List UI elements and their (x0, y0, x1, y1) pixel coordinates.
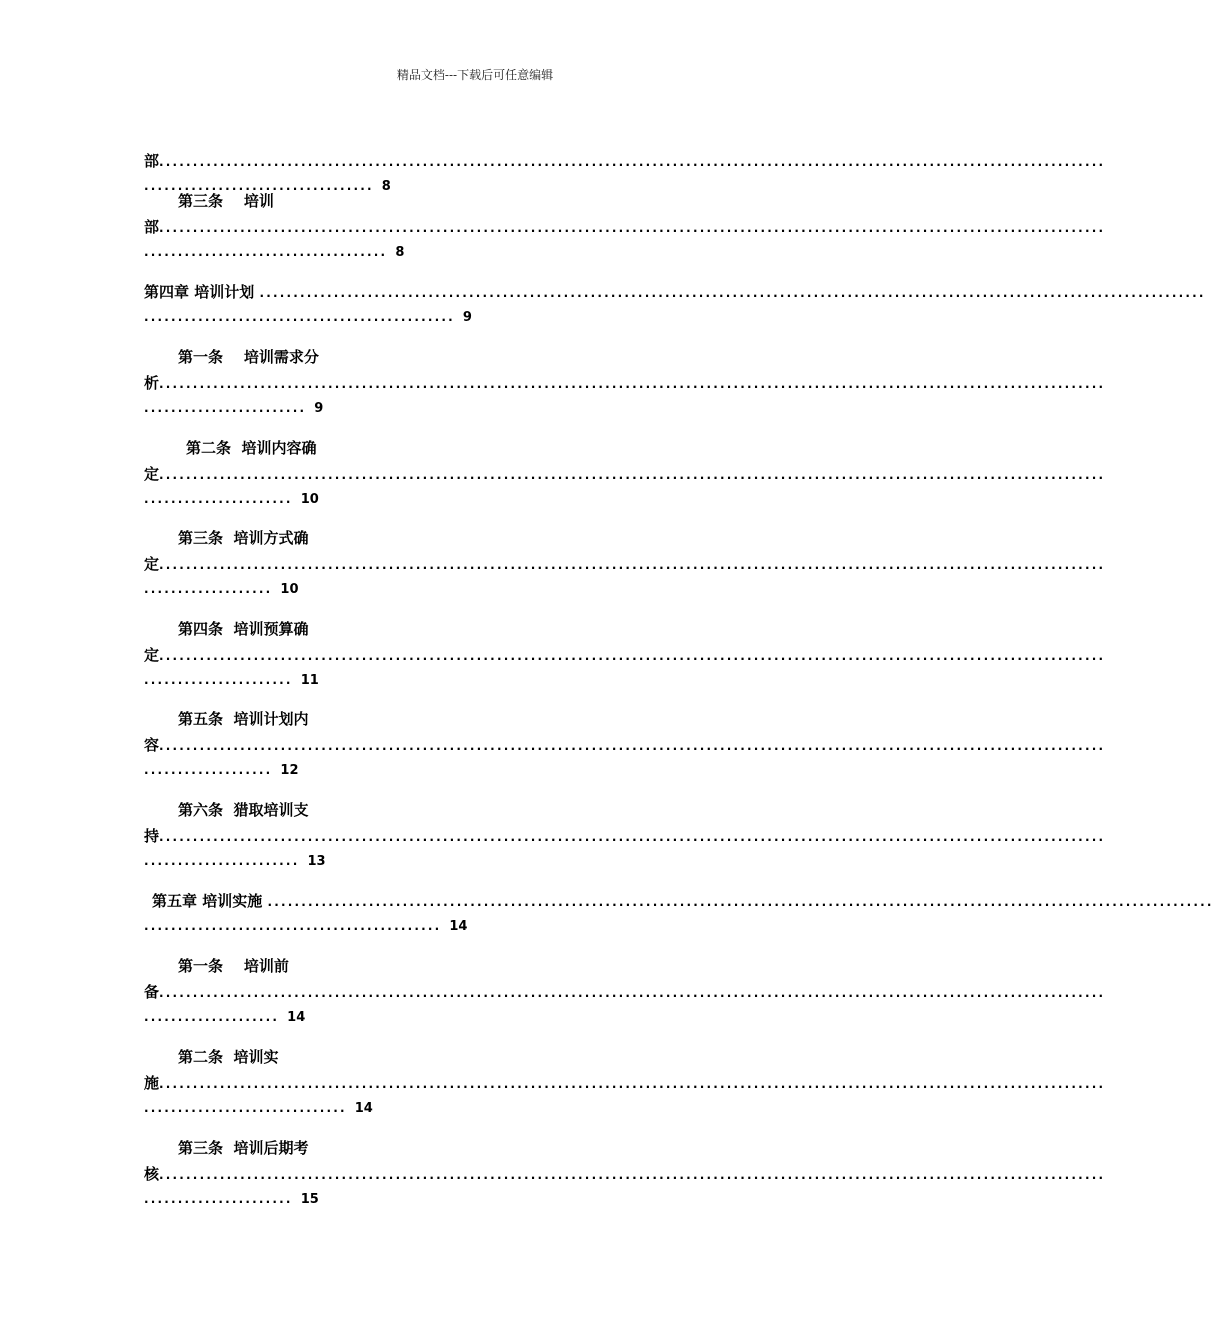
toc-entry-title: 第三条 培训方式确 (178, 529, 309, 547)
dot-leader: .............................. (144, 1101, 347, 1115)
toc-entry-page-line (144, 243, 404, 261)
dot-leader: ....................... (144, 854, 300, 868)
toc-entry-page-line (144, 1008, 305, 1026)
toc-entry-leader-line (152, 892, 1214, 910)
toc-entry-leader-line (144, 283, 1206, 301)
toc-entry-title-continuation: 定 (144, 465, 160, 483)
toc-page-number: 9 (314, 401, 324, 416)
dot-leader: ............................................................................................................................................ (159, 377, 1106, 391)
toc-entry-page-line (144, 490, 319, 508)
toc-entry-title: 第三条 培训 (178, 192, 274, 210)
toc-entry-page-line (144, 761, 299, 779)
toc-entry-page-line (144, 671, 319, 689)
dot-leader: ................... (144, 763, 273, 777)
toc-entry-page-line (144, 580, 299, 598)
dot-leader: ............................................................................................................................................ (159, 739, 1106, 753)
toc-entry-title: 第六条 猎取培训支 (178, 801, 309, 819)
dot-leader: ............................................................................................................................................ (159, 1168, 1106, 1182)
dot-leader: ............................................................................................................................................ (159, 649, 1106, 663)
dot-leader: ...................... (144, 1192, 293, 1206)
toc-entry-leader-line (144, 152, 1106, 170)
toc-page-number: 8 (395, 245, 405, 260)
dot-leader: ............................................................................................................................................ (267, 895, 1214, 909)
toc-entry-leader-line (144, 646, 1106, 664)
dot-leader: ............................................................................................................................................ (159, 986, 1106, 1000)
toc-entry-page-line (144, 852, 326, 870)
toc-entry-page-line (144, 917, 467, 935)
dot-leader: .................................... (144, 245, 388, 259)
toc-entry-page-line (144, 399, 323, 417)
toc-entry-title: 第二条 培训实 (178, 1048, 279, 1066)
toc-entry-page-line (144, 308, 472, 326)
toc-page-number: 10 (280, 582, 299, 597)
dot-leader: ............................................................................................................................................ (159, 468, 1106, 482)
toc-page-number: 14 (287, 1010, 306, 1025)
dot-leader: ............................................................................................................................................ (159, 155, 1106, 169)
toc-entry-title: 第三条 培训后期考 (178, 1139, 309, 1157)
toc-page-number: 15 (300, 1192, 319, 1207)
toc-entry-title-continuation: 析 (144, 374, 160, 392)
toc-page-number: 9 (462, 310, 472, 325)
toc-entry-page-line (144, 1190, 319, 1208)
toc-page-number: 10 (300, 492, 319, 507)
toc-entry-title: 第二条 培训内容确 (186, 439, 317, 457)
toc-entry-leader-line (144, 983, 1106, 1001)
dot-leader: ...................... (144, 492, 293, 506)
toc-entry-title: 第四条 培训预算确 (178, 620, 309, 638)
toc-chapter-title: 第四章 培训计划 (144, 283, 260, 301)
toc-entry-leader-line (144, 736, 1106, 754)
toc-entry-leader-line (144, 555, 1106, 573)
toc-entry-title-continuation: 持 (144, 827, 160, 845)
dot-leader: .............................................. (144, 310, 455, 324)
dot-leader: ............................................................................................................................................ (159, 221, 1106, 235)
toc-entry-leader-line (144, 218, 1106, 236)
dot-leader: .................... (144, 1010, 280, 1024)
dot-leader: ...................... (144, 673, 293, 687)
toc-entry-title: 第一条 培训前 (178, 957, 289, 975)
toc-entry-title: 第一条 培训需求分 (178, 348, 319, 366)
toc-page-number: 14 (449, 919, 468, 934)
toc-entry-leader-line (144, 1074, 1106, 1092)
dot-leader: ............................................................................................................................................ (259, 286, 1206, 300)
dot-leader: ................... (144, 582, 273, 596)
toc-page-number: 14 (354, 1101, 373, 1116)
toc-page-number: 8 (381, 179, 391, 194)
toc-page-number: 13 (307, 854, 326, 869)
toc-entry-page-line (144, 1099, 373, 1117)
toc-entry-title-continuation: 定 (144, 555, 160, 573)
toc-entry-title-continuation: 核 (144, 1165, 160, 1183)
toc-entry-leader-line (144, 1165, 1106, 1183)
dot-leader: .................................. (144, 179, 374, 193)
dot-leader: ............................................................................................................................................ (159, 830, 1106, 844)
toc-entry-leader-line (144, 465, 1106, 483)
dot-leader: ........................ (144, 401, 307, 415)
dot-leader: ............................................................................................................................................ (159, 1077, 1106, 1091)
toc-page-number: 11 (300, 673, 319, 688)
dot-leader: ............................................................................................................................................ (159, 558, 1106, 572)
toc-entry-title-continuation: 部 (144, 218, 160, 236)
toc-entry-leader-line (144, 827, 1106, 845)
toc-page-number: 12 (280, 763, 299, 778)
toc-entry-title-continuation: 部 (144, 152, 160, 170)
toc-entry-title-continuation: 施 (144, 1074, 160, 1092)
toc-entry-title-continuation: 备 (144, 983, 160, 1001)
toc-entry-title: 第五条 培训计划内 (178, 710, 309, 728)
toc-entry-leader-line (144, 374, 1106, 392)
dot-leader: ............................................ (144, 919, 442, 933)
toc-chapter-title: 第五章 培训实施 (152, 892, 268, 910)
toc-entry-title-continuation: 定 (144, 646, 160, 664)
page-header: 精品文档---下载后可任意编辑 (396, 68, 554, 82)
toc-entry-title-continuation: 容 (144, 736, 160, 754)
